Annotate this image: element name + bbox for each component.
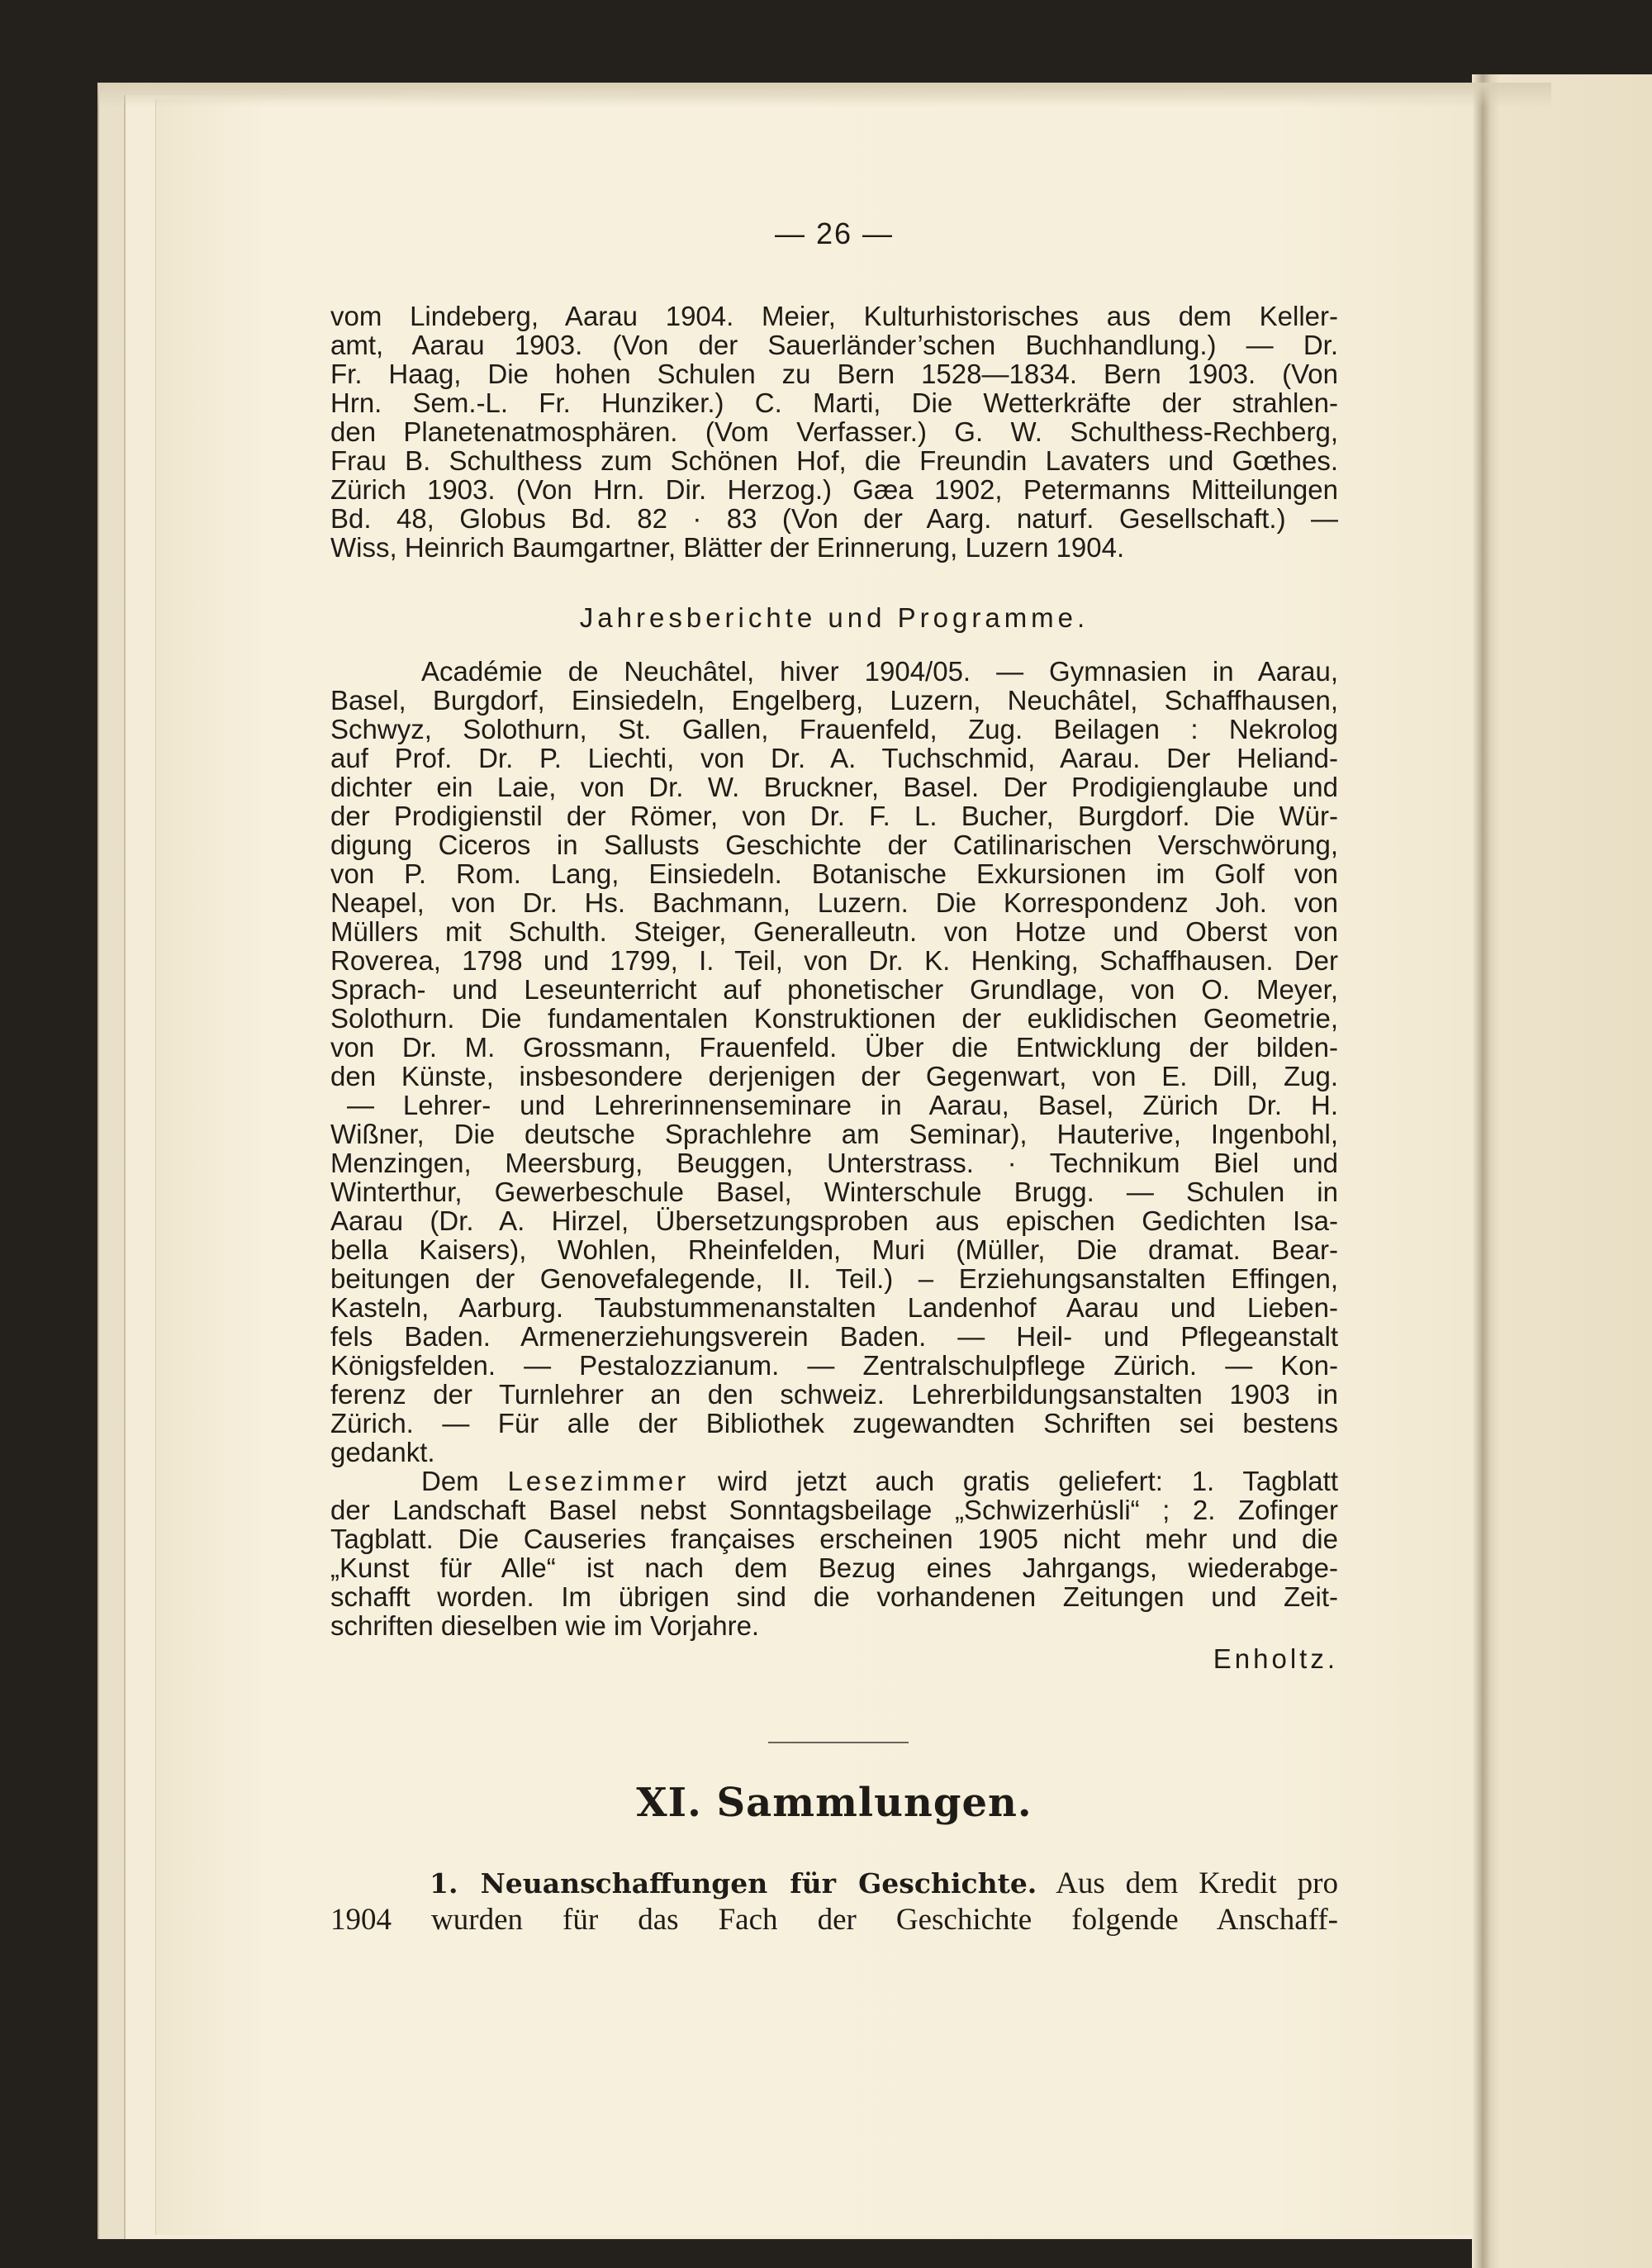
- text-line: der Prodigienstil der Römer, von Dr. F. L. Bucher, Burgdorf. Die Wür-: [330, 801, 1338, 831]
- text-line: amt, Aarau 1903. (Von der Sauerländer’schen Buchhandlung.) — Dr.: [330, 330, 1338, 360]
- text-line: Kasteln, Aarburg. Taubstummenanstalten Landenhof Aarau und Lieben-: [330, 1292, 1338, 1323]
- text-line: der Landschaft Basel nebst Sonntagsbeilage „Schwizerhüsli“ ; 2. Zofinger: [330, 1495, 1338, 1525]
- paragraph-sammlungen: [330, 1866, 1338, 1938]
- spaced-word: Lesezimmer: [507, 1466, 690, 1496]
- text-line: Hrn. Sem.-L. Fr. Hunziker.) C. Marti, Die Wetterkräfte der strahlen-: [330, 388, 1338, 418]
- text-line: digung Ciceros in Sallusts Geschichte der Catilinarischen Verschwörung,: [330, 830, 1338, 860]
- text-line: Académie de Neuchâtel, hiver 1904/05. — Gymnasien in Aarau,: [421, 656, 1338, 687]
- section-heading-jahresberichte: Jahresberichte und Programme.: [579, 602, 1089, 633]
- text-line: Winterthur, Gewerbeschule Basel, Winterschule Brugg. — Schulen in: [330, 1177, 1338, 1207]
- text-line: 1904 wurden für das Fach der Geschichte folgende Anschaff-: [330, 1903, 1338, 1937]
- text-line: Menzingen, Meersburg, Beuggen, Unterstrass. · Technikum Biel und: [330, 1148, 1338, 1178]
- text-line: Roverea, 1798 und 1799, I. Teil, von Dr. K. Henking, Schaffhausen. Der: [330, 945, 1338, 976]
- text-line: ferenz der Turnlehrer an den schweiz. Lehrerbildungsanstalten 1903 in: [330, 1379, 1338, 1410]
- subsection-heading: 1. Neuanschaffungen für Geschichte.: [430, 1867, 1037, 1900]
- text-line: Tagblatt. Die Causeries françaises erscheinen 1905 nicht mehr und die: [330, 1524, 1338, 1554]
- text-line: Wißner, Die deutsche Sprachlehre am Seminar), Hauterive, Ingenbohl,: [330, 1119, 1338, 1149]
- paragraph-lesezimmer: [330, 1467, 1338, 1677]
- text-line: schafft worden. Im übrigen sind die vorhandenen Zeitungen und Zeit-: [330, 1581, 1338, 1612]
- text-line: den Planetenatmosphären. (Vom Verfasser.) G. W. Schulthess-Rechberg,: [330, 416, 1338, 447]
- text-line: Zürich. — Für alle der Bibliothek zugewandten Schriften sei bestens: [330, 1408, 1338, 1438]
- text-line: Aarau (Dr. A. Hirzel, Übersetzungsproben aus epischen Gedichten Isa-: [330, 1205, 1338, 1236]
- chapter-title: XI. Sammlungen.: [636, 1780, 1032, 1826]
- text-line: bella Kaisers), Wohlen, Rheinfelden, Muri (Müller, Die dramat. Bear-: [330, 1234, 1338, 1265]
- text-line: Fr. Haag, Die hohen Schulen zu Bern 1528—1834. Bern 1903. (Von: [330, 359, 1338, 389]
- text-line: beitungen der Genovefalegende, II. Teil.) – Erziehungsanstalten Effingen,: [330, 1263, 1338, 1294]
- text-line: dichter ein Laie, von Dr. W. Bruckner, Basel. Der Prodigienglaube und: [330, 772, 1338, 802]
- top-shadow: [97, 83, 1551, 107]
- text-line: Müllers mit Schulth. Steiger, Generalleutn. von Hotze und Oberst von: [330, 916, 1338, 947]
- text-line: Königsfelden. — Pestalozzianum. — Zentralschulpflege Zürich. — Kon-: [330, 1350, 1338, 1381]
- line-rest: wird jetzt auch gratis geliefert: 1. Tagblatt: [717, 1466, 1338, 1496]
- text-line: von Dr. M. Grossmann, Frauenfeld. Über die Entwicklung der bilden-: [330, 1032, 1338, 1063]
- text-line: Frau B. Schulthess zum Schönen Hof, die Freundin Lavaters und Gœthes.: [330, 445, 1338, 476]
- text-line: Bd. 48, Globus Bd. 82 · 83 (Von der Aarg. naturf. Gesellschaft.) —: [330, 503, 1338, 534]
- paragraph-donations: [330, 302, 1338, 562]
- divider-rule: [768, 1742, 909, 1743]
- text-line: — Lehrer- und Lehrerinnenseminare in Aarau, Basel, Zürich Dr. H.: [347, 1090, 1338, 1120]
- paragraph-programme: [330, 657, 1338, 1467]
- text-line: Schwyz, Solothurn, St. Gallen, Frauenfeld, Zug. Beilagen : Nekrolog: [330, 714, 1338, 744]
- text-line: Zürich 1903. (Von Hrn. Dir. Herzog.) Gæa 1902, Petermanns Mitteilungen: [330, 474, 1338, 505]
- text-line: Neapel, von Dr. Hs. Bachmann, Luzern. Die Korrespondenz Joh. von: [330, 887, 1338, 918]
- text-line: Solothurn. Die fundamentalen Konstruktionen der euklidischen Geometrie,: [330, 1003, 1338, 1034]
- page-number: — 26 —: [774, 216, 895, 250]
- facing-page-edge: [1483, 74, 1652, 2268]
- text-line: Sprach- und Leseunterricht auf phonetischer Grundlage, von O. Meyer,: [330, 974, 1338, 1005]
- text-line: [330, 1467, 1338, 1495]
- text-line: fels Baden. Armenerziehungsverein Baden. — Heil- und Pflegeanstalt: [330, 1321, 1338, 1352]
- text-line: schriften dieselben wie im Vorjahre.: [330, 1610, 760, 1641]
- lead-word: Dem: [421, 1466, 479, 1496]
- text-line: Basel, Burgdorf, Einsiedeln, Engelberg, Luzern, Neuchâtel, Schaffhausen,: [330, 685, 1338, 716]
- line-rest: Aus dem Kredit pro: [1056, 1866, 1338, 1900]
- text-line: vom Lindeberg, Aarau 1904. Meier, Kulturhistorisches aus dem Keller-: [330, 301, 1338, 331]
- text-line: von P. Rom. Lang, Einsiedeln. Botanische Exkursionen im Golf von: [330, 858, 1338, 889]
- text-line: den Künste, insbesondere derjenigen der Gegenwart, von E. Dill, Zug.: [330, 1061, 1338, 1091]
- text-line: gedankt.: [330, 1437, 435, 1467]
- text-line: [330, 1866, 1338, 1902]
- book-gutter: [1472, 74, 1490, 2268]
- text-line: Wiss, Heinrich Baumgartner, Blätter der Erinnerung, Luzern 1904.: [330, 532, 1125, 563]
- text-line: auf Prof. Dr. P. Liechti, von Dr. A. Tuchschmid, Aarau. Der Heliand-: [330, 743, 1338, 773]
- signature: Enholtz.: [1213, 1643, 1338, 1674]
- text-line: „Kunst für Alle“ ist nach dem Bezug eines Jahrgangs, wiederabge-: [330, 1552, 1338, 1583]
